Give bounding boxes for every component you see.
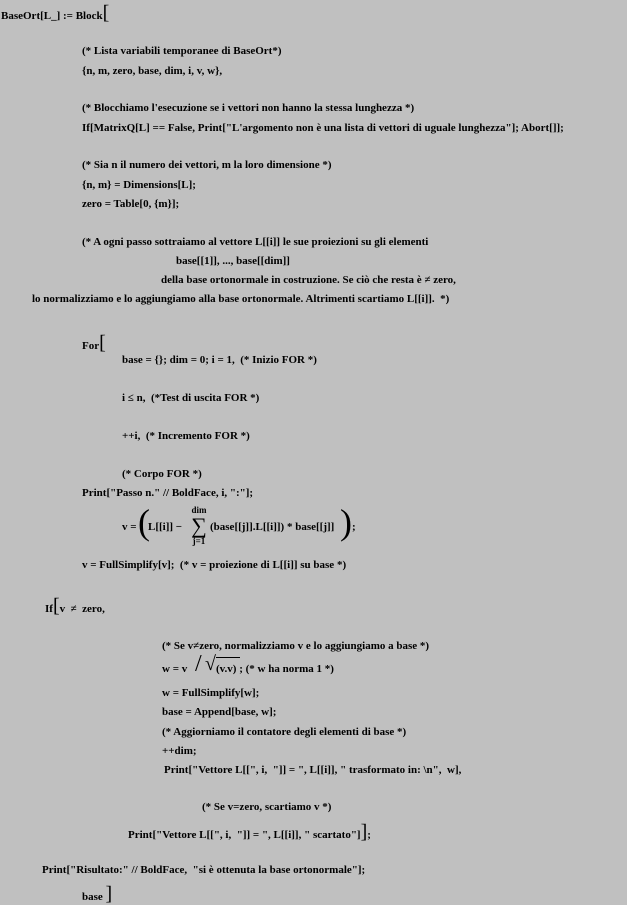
print-result-line: Print["Risultato:" // BoldFace, "si è ottenuta la base ortonormale"]; [42, 864, 366, 876]
for-init-line: base = {}; dim = 0; i = 1, (* Inizio FOR *) [122, 354, 317, 366]
comment-dimensions: (* Sia n il numero dei vettori, m la loro dimensione *) [82, 159, 332, 171]
block-open-bracket: [ [102, 2, 110, 24]
comment-temp-vars: (* Lista variabili temporanee di BaseOrt*) [82, 45, 282, 57]
for-incr-line: ++i, (* Incremento FOR *) [122, 430, 250, 442]
comment-step-3: della base ortonormale in costruzione. Se ciò che resta è ≠ zero, [161, 274, 456, 286]
fullsimplify-w-line: w = FullSimplify[w]; [162, 687, 260, 699]
sigma-icon: ∑ [191, 513, 207, 538]
if-open-bracket: [ [52, 595, 60, 617]
var-list: {n, m, zero, base, dim, i, v, w}, [82, 65, 223, 77]
sum-operator [188, 506, 210, 546]
for-line: For[ [82, 332, 106, 354]
formula-term: (base[[j]].L[[i]]) * base[[j]] [210, 521, 335, 533]
append-line: base = Append[base, w]; [162, 706, 277, 718]
comment-for-body: (* Corpo FOR *) [122, 468, 202, 480]
formula-li: L[[i]] − [148, 521, 183, 533]
if-line: If[v ≠ zero, [45, 595, 105, 617]
sqrt-icon: √ [205, 653, 216, 675]
for-open-bracket: [ [99, 332, 106, 354]
fraction-slash: / [195, 651, 202, 677]
comment-step-1: (* A ogni passo sottraiamo al vettore L[[i]] le sue proiezioni su gli elementi [82, 236, 429, 248]
v-equals: v = [122, 521, 137, 533]
sum-upper-limit: dim [191, 505, 207, 515]
return-base-line: base ] [82, 883, 113, 905]
print-transformed-line: Print["Vettore L[[", i, "]] = ", L[[i]], " trasformato in: \n", w], [164, 764, 462, 776]
comment-step-4: lo normalizziamo e lo aggiungiamo alla base ortonormale. Altrimenti scartiamo L[[i]]. *) [32, 293, 450, 305]
if-close-bracket: ] [360, 821, 368, 843]
comment-step-2: base[[1]], ..., base[[dim]] [176, 255, 290, 267]
header-line: BaseOrt[L_] := Block[ [1, 2, 110, 24]
comment-normalize: (* Se v≠zero, normalizziamo v e lo aggiungiamo a base *) [162, 640, 430, 652]
print-discard-line: Print["Vettore L[[", i, "]] = ", L[[i]], " scartato"]]; [128, 821, 371, 843]
w-equals-v: w = v [162, 663, 188, 675]
sum-lower-limit: j=1 [192, 536, 206, 546]
formula-semicolon: ; [352, 521, 356, 533]
print-passo-line: Print["Passo n." // BoldFace, i, ":"]; [82, 487, 254, 499]
sqrt-bar [216, 657, 240, 658]
comment-discard: (* Se v=zero, scartiamo v *) [202, 801, 332, 813]
w-norm-line: (v.v) ; (* w ha norma 1 *) [216, 663, 334, 675]
formula-left-paren: ( [138, 502, 150, 542]
zero-line: zero = Table[0, {m}]; [82, 198, 180, 210]
block-close-bracket: ] [105, 883, 113, 905]
formula-right-paren: ) [340, 502, 352, 542]
fullsimplify-v-line: v = FullSimplify[v]; (* v = proiezione di L[[i]] su base *) [82, 559, 347, 571]
matrix-check-line: If[MatrixQ[L] == False, Print["L'argomento non è una lista di vettori di uguale lunghezza"]; Abort[]]; [82, 122, 564, 134]
dimensions-line: {n, m} = Dimensions[L]; [82, 179, 196, 191]
for-test-line: i ≤ n, (*Test di uscita FOR *) [122, 392, 260, 404]
incdim-line: ++dim; [162, 745, 197, 757]
comment-update-counter: (* Aggiorniamo il contatore degli elementi di base *) [162, 726, 407, 738]
comment-block-exec: (* Blocchiamo l'esecuzione se i vettori non hanno la stessa lunghezza *) [82, 102, 415, 114]
